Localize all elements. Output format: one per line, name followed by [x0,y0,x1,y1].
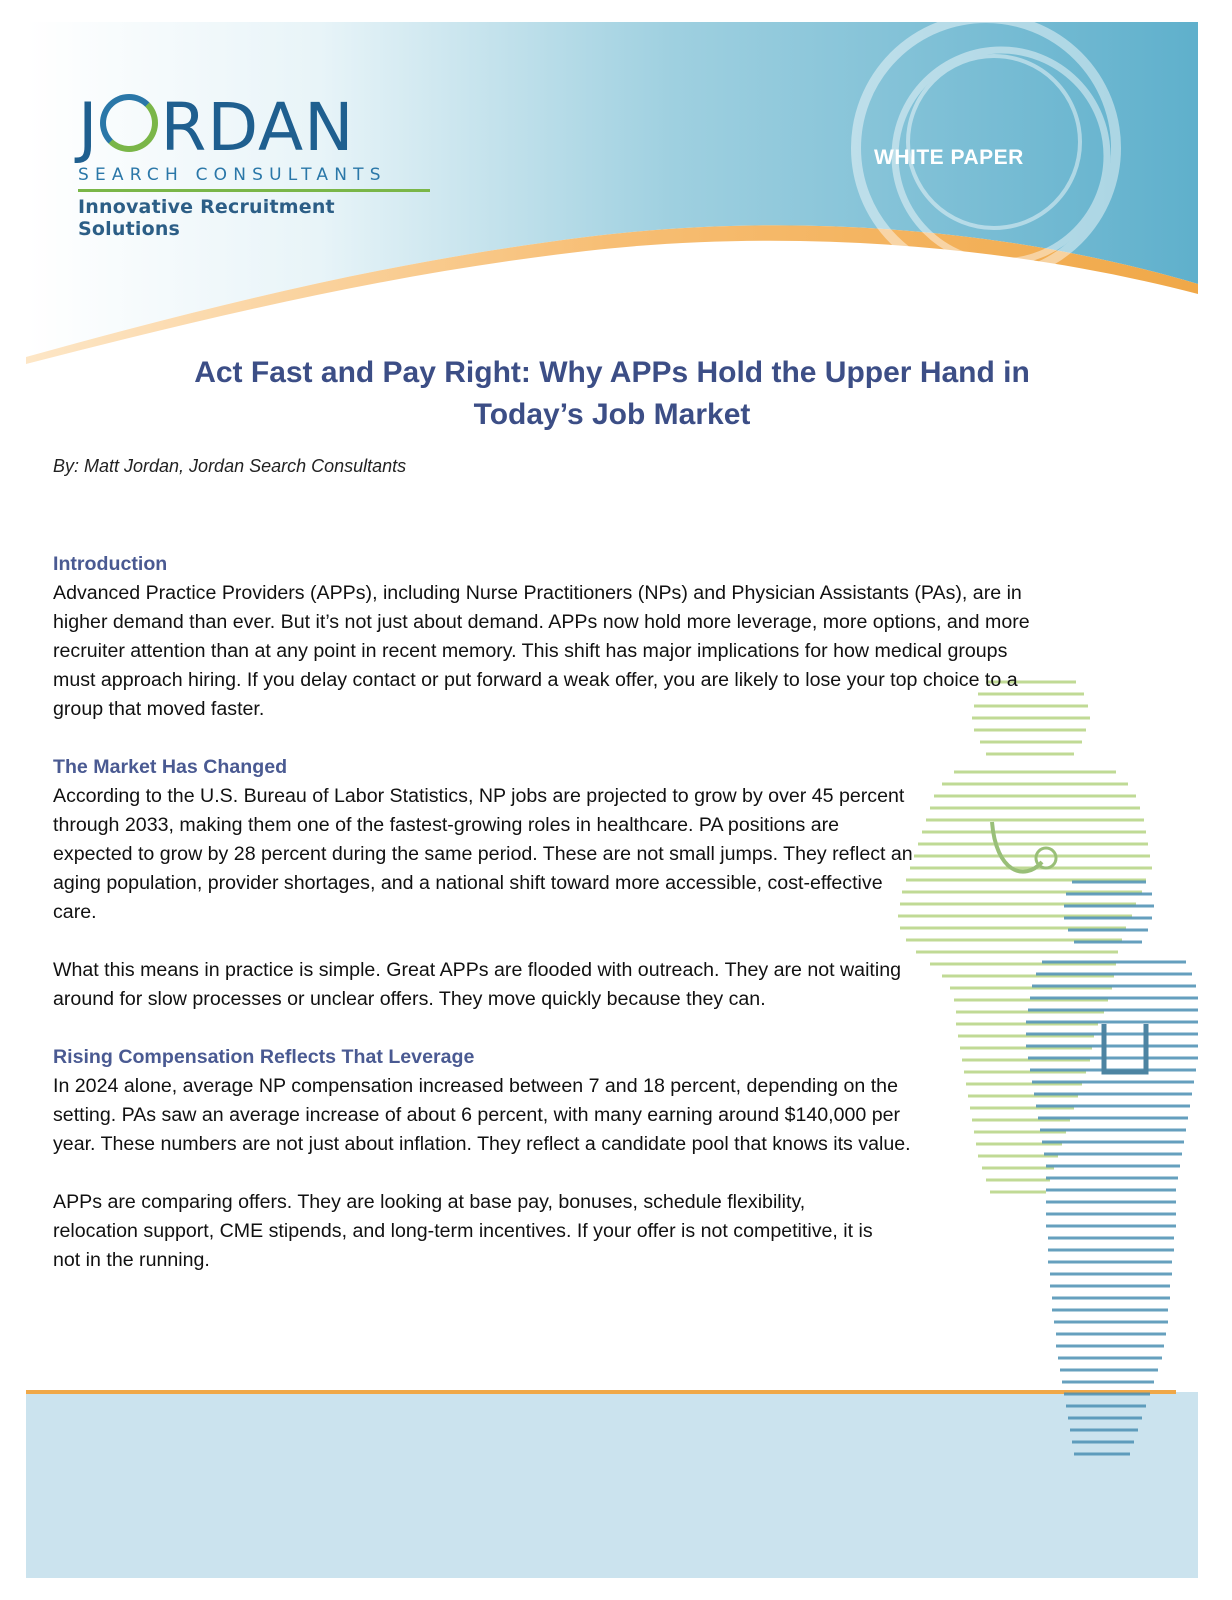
company-logo [78,89,438,240]
paragraph: APPs are comparing offers. They are looking at base pay, bonuses, schedule flexibility, relocation support, CME stipends, and long-term incentives. If your offer is not competitive, it is not in the running. [53,1191,873,1271]
page-title [26,352,1198,436]
paragraph: What this means in practice is simple. Great APPs are flooded with outreach. They are not waiting around for slow processes or unclear offers. They move quickly because they can. [53,959,902,1010]
paragraph: Advanced Practice Providers (APPs), including Nurse Practitioners (NPs) and Physician Assistants (PAs), are in higher demand than ever. But it’s not just about demand. APPs now hold more leverage, more options, and more recruiter attention than at any point in recent memory. This shift has major implications for how medical groups must approach hiring. If you delay contact or put forward a weak offer, you are likely to lose your top choice to a group that moved faster. [53,582,1030,720]
logo-ring-icon [100,94,158,152]
spacer [53,1014,1053,1043]
byline: By: Matt Jordan, Jordan Search Consultants [53,456,407,476]
logo-divider [78,189,430,192]
section-heading-introduction: Introduction [53,553,168,575]
logo-subtitle: SEARCH CONSULTANTS [78,165,387,185]
spacer [53,927,1053,956]
article-body [53,550,1053,1275]
spacer [53,724,1053,753]
section-heading-market: The Market Has Changed [53,756,288,778]
spacer [53,1159,1053,1188]
document-type-badge: WHITE PAPER [874,146,1024,169]
paragraph: In 2024 alone, average NP compensation increased between 7 and 18 percent, depending on the setting. PAs saw an average increase of about 6 percent, with many earning around $140,000 per year. These numbers are not just about inflation. They reflect a candidate pool that knows its value. [53,1075,911,1155]
title-line-2: Today’s Job Market [473,398,751,431]
title-line-1: Act Fast and Pay Right: Why APPs Hold the Upper Hand in [194,356,1030,389]
paragraph: According to the U.S. Bureau of Labor Statistics, NP jobs are projected to grow by over 45 percent through 2033, making them one of the fastest-growing roles in healthcare. PA positions are expected to grow by 28 percent during the same period. These are not small jumps. They reflect an aging population, provider shortages, and a national shift toward more accessible, cost-effective care. [53,785,913,923]
white-paper-page [26,22,1198,1578]
section-heading-compensation: Rising Compensation Reflects That Leverage [53,1046,475,1068]
logo-tagline: Innovative Recruitment Solutions [78,196,335,240]
logo-wordmark: J RDAN [78,89,355,166]
